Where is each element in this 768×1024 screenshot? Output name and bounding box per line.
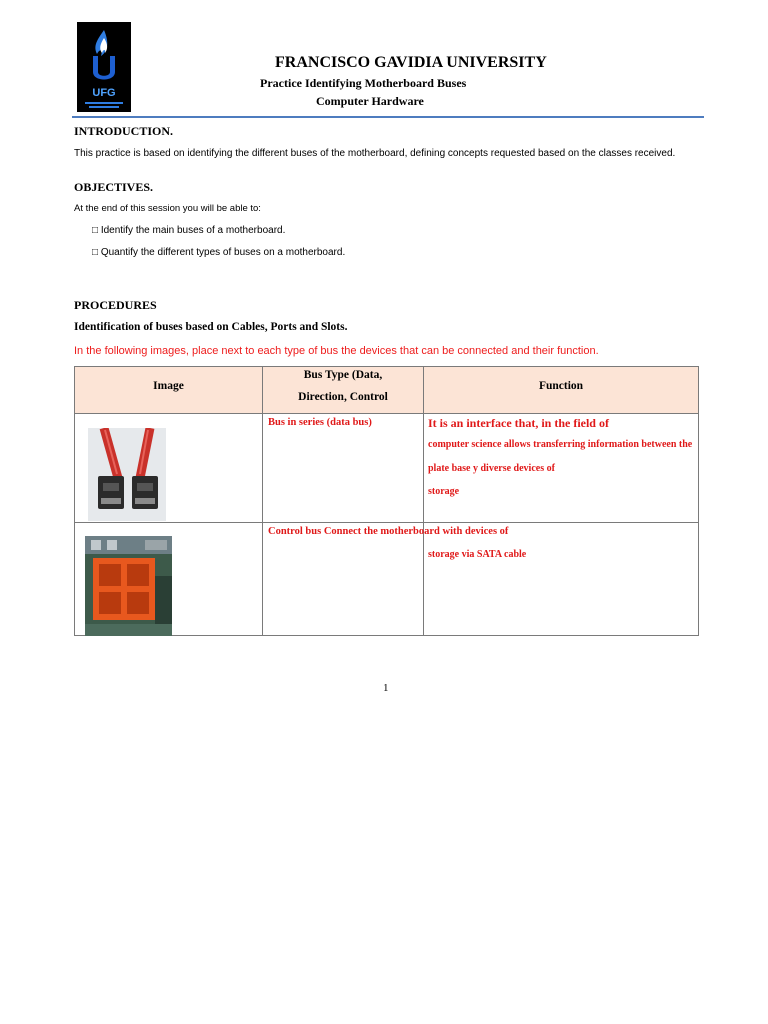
row1-function-line: It is an interface that, in the field of bbox=[428, 416, 609, 430]
procedures-instruction: In the following images, place next to each type of bus the devices that can be connected and their function. bbox=[74, 345, 599, 357]
row2-bus-type: Control bus Connect the motherboard with devices of bbox=[268, 526, 509, 537]
motherboard-sata-port-icon bbox=[85, 536, 172, 636]
flame-logo-icon bbox=[77, 22, 131, 112]
motherboard-port-image bbox=[85, 536, 172, 636]
row1-bus-type: Bus in series (data bus) bbox=[268, 417, 372, 428]
row1-function-line: storage bbox=[428, 486, 460, 497]
university-name: FRANCISCO GAVIDIA UNIVERSITY bbox=[275, 54, 547, 71]
objectives-heading: OBJECTIVES. bbox=[74, 180, 154, 194]
header-image: Image bbox=[153, 380, 184, 392]
sata-cable-image bbox=[88, 428, 166, 521]
header-bus-type-line1: Bus Type (Data, bbox=[303, 369, 383, 381]
course-name: Computer Hardware bbox=[316, 94, 424, 108]
table-divider bbox=[423, 367, 424, 635]
row1-function-line: computer science allows transferring information between the bbox=[428, 439, 693, 450]
header-divider bbox=[72, 116, 704, 118]
row1-function-line: plate base y diverse devices of bbox=[428, 463, 555, 474]
table-divider bbox=[75, 522, 698, 523]
objective-item: □ Identify the main buses of a motherboard. bbox=[92, 225, 286, 236]
sata-cable-icon bbox=[88, 428, 166, 521]
row2-function-line: storage via SATA cable bbox=[428, 549, 527, 560]
svg-text:UFG: UFG bbox=[92, 87, 116, 99]
table-divider bbox=[75, 413, 698, 414]
page-number: 1 bbox=[383, 682, 389, 694]
procedures-subheading: Identification of buses based on Cables, Ports and Slots. bbox=[74, 321, 348, 333]
table-divider bbox=[262, 367, 263, 635]
introduction-heading: INTRODUCTION. bbox=[74, 124, 174, 138]
header-bus-type-line2: Direction, Control bbox=[298, 391, 388, 403]
objectives-lead: At the end of this session you will be able to: bbox=[74, 203, 261, 214]
procedures-heading: PROCEDURES bbox=[74, 298, 157, 312]
header-function: Function bbox=[538, 380, 584, 392]
introduction-text: This practice is based on identifying the different buses of the motherboard, defining concepts requested based on the classes received. bbox=[74, 148, 676, 159]
practice-title: Practice Identifying Motherboard Buses bbox=[260, 76, 467, 90]
university-logo bbox=[77, 22, 131, 112]
objective-item: □ Quantify the different types of buses on a motherboard. bbox=[92, 247, 346, 258]
